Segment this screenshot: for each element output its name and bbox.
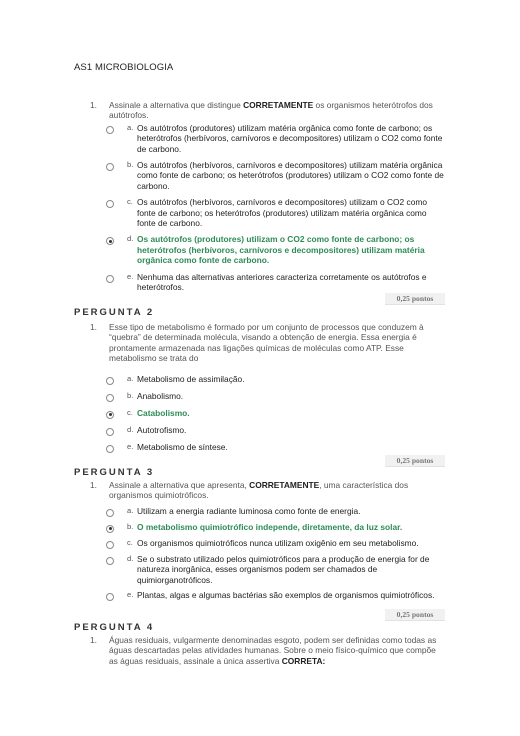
option-text: Os autótrofos (produtores) utilizam matéria orgânica como fonte de carbono; os heterótrofos (herbívoros, carnívoros e decompositores) utilizam o CO2 como fonte de carbono. xyxy=(137,122,443,154)
option-c[interactable] xyxy=(106,538,446,549)
option-e[interactable] xyxy=(106,272,446,293)
question-text: Assinale a alternativa que distingue CORRETAMENTE os organismos heterótrofos dos autótrofos. xyxy=(109,100,433,121)
option-text: Os autótrofos (produtores) utilizam o CO2 como fonte de carbono; os heterótrofos (herbívoros, carnívoros e decompositores) utilizam matéria orgânica como fonte de carbono. xyxy=(137,234,425,266)
option-text: Os organismos quimiotróficos nunca utilizam oxigênio em seu metabolismo. xyxy=(137,537,419,548)
option-e[interactable] xyxy=(106,442,446,453)
question-number: 1. xyxy=(90,635,97,645)
option-letter: d. xyxy=(127,234,134,244)
options-list xyxy=(106,374,446,453)
option-letter: e. xyxy=(127,590,134,600)
option-text: Plantas, algas e algumas bactérias são exemplos de organismos quimiotróficos. xyxy=(137,590,435,601)
option-d[interactable] xyxy=(106,554,446,585)
radio-button-selected[interactable] xyxy=(106,525,114,533)
radio-button-selected[interactable] xyxy=(106,237,114,245)
option-text: Metabolismo de assimilação. xyxy=(137,373,245,384)
question-text: Assinale a alternativa que apresenta, CORRETAMENTE, uma característica dos organismos quimiotróficos. xyxy=(109,480,409,501)
radio-button[interactable] xyxy=(106,126,114,134)
option-letter: e. xyxy=(127,441,134,451)
radio-button[interactable] xyxy=(106,163,114,171)
question-number: 1. xyxy=(90,322,97,332)
question-1 xyxy=(74,100,446,293)
option-b[interactable] xyxy=(106,160,446,191)
radio-button-selected[interactable] xyxy=(106,411,114,419)
option-letter: d. xyxy=(127,424,134,434)
radio-button[interactable] xyxy=(106,593,114,601)
question-stem xyxy=(74,480,446,501)
option-text: Nenhuma das alternativas anteriores caracteriza corretamente os autótrofos e heterótrofos. xyxy=(137,271,427,293)
question-3-heading: PERGUNTA 3 xyxy=(74,467,155,478)
points-badge: 0,25 pontos xyxy=(385,455,445,467)
option-b[interactable] xyxy=(106,522,446,533)
option-text: Os autótrofos (herbívoros, carnívoros e decompositores) utilizam o CO2 como fonte de carbono; os heterótrofos (produtores) utilizam matéria orgânica como fonte de carbono. xyxy=(137,197,427,229)
option-letter: d. xyxy=(127,553,134,563)
option-text: Se o substrato utilizado pelos quimiotróficos para a produção de energia for de natureza inorgânica, esses organismos podem ser chamados de quimiorganotróficos. xyxy=(137,553,430,585)
option-letter: e. xyxy=(127,271,134,281)
question-text: Águas residuais, vulgarmente denominadas esgoto, podem ser definidas como todas as águas descartadas pelas atividades humanas. Sobre o meio físico-químico que compõe as águas residuais, assinale a única assertiva CORRETA: xyxy=(109,635,437,666)
radio-button[interactable] xyxy=(106,509,114,517)
question-2-heading: PERGUNTA 2 xyxy=(74,307,155,318)
points-badge: 0,25 pontos xyxy=(385,609,445,621)
document-title: AS1 MICROBIOLOGIA xyxy=(74,62,174,73)
question-number: 1. xyxy=(90,100,97,110)
radio-button[interactable] xyxy=(106,541,114,549)
option-letter: c. xyxy=(127,407,133,417)
option-letter: b. xyxy=(127,390,134,400)
option-text: Anabolismo. xyxy=(137,390,184,401)
option-letter: b. xyxy=(127,160,134,170)
option-d[interactable] xyxy=(106,234,446,265)
option-text: Catabolismo. xyxy=(137,407,190,418)
option-c[interactable] xyxy=(106,197,446,228)
option-a[interactable] xyxy=(106,123,446,154)
option-letter: a. xyxy=(127,373,134,383)
question-3 xyxy=(74,480,446,601)
radio-button[interactable] xyxy=(106,394,114,402)
option-letter: a. xyxy=(127,505,134,515)
radio-button[interactable] xyxy=(106,200,114,208)
radio-button[interactable] xyxy=(106,557,114,565)
question-stem xyxy=(74,635,446,666)
options-list xyxy=(106,123,446,293)
option-a[interactable] xyxy=(106,506,446,517)
radio-button[interactable] xyxy=(106,275,114,283)
question-4 xyxy=(74,635,446,666)
question-4-heading: PERGUNTA 4 xyxy=(74,622,155,633)
question-stem xyxy=(74,322,446,364)
question-stem xyxy=(74,100,446,121)
radio-button[interactable] xyxy=(106,428,114,436)
option-text: Metabolismo de síntese. xyxy=(137,441,228,452)
option-text: O metabolismo quimiotrófico independe, diretamente, da luz solar. xyxy=(137,521,403,532)
option-b[interactable] xyxy=(106,391,446,402)
options-list xyxy=(106,506,446,601)
radio-button[interactable] xyxy=(106,377,114,385)
option-e[interactable] xyxy=(106,590,446,601)
option-text: Autotrofismo. xyxy=(137,424,187,435)
option-d[interactable] xyxy=(106,425,446,436)
option-letter: a. xyxy=(127,122,134,132)
option-text: Os autótrofos (herbívoros, carnívoros e decompositores) utilizam matéria orgânica como fonte de carbono; os heterótrofos (produtores) utilizam o CO2 como fonte de carbono. xyxy=(137,160,444,191)
question-2 xyxy=(74,322,446,453)
option-a[interactable] xyxy=(106,374,446,385)
option-c[interactable] xyxy=(106,408,446,419)
question-text: Esse tipo de metabolismo é formado por um conjunto de processos que conduzem à “quebra” de determinada molécula, visando a obtenção de energia. Essa energia é prontamente armazenada nas ligações químicas de moléculas como ATP. Esse metabolismo se trata do xyxy=(109,322,424,364)
question-number: 1. xyxy=(90,480,97,490)
option-letter: b. xyxy=(127,521,134,531)
option-letter: c. xyxy=(127,537,133,547)
points-badge: 0,25 pontos xyxy=(385,293,445,305)
option-text: Utilizam a energia radiante luminosa como fonte de energia. xyxy=(137,505,361,516)
option-letter: c. xyxy=(127,197,133,207)
radio-button[interactable] xyxy=(106,445,114,453)
